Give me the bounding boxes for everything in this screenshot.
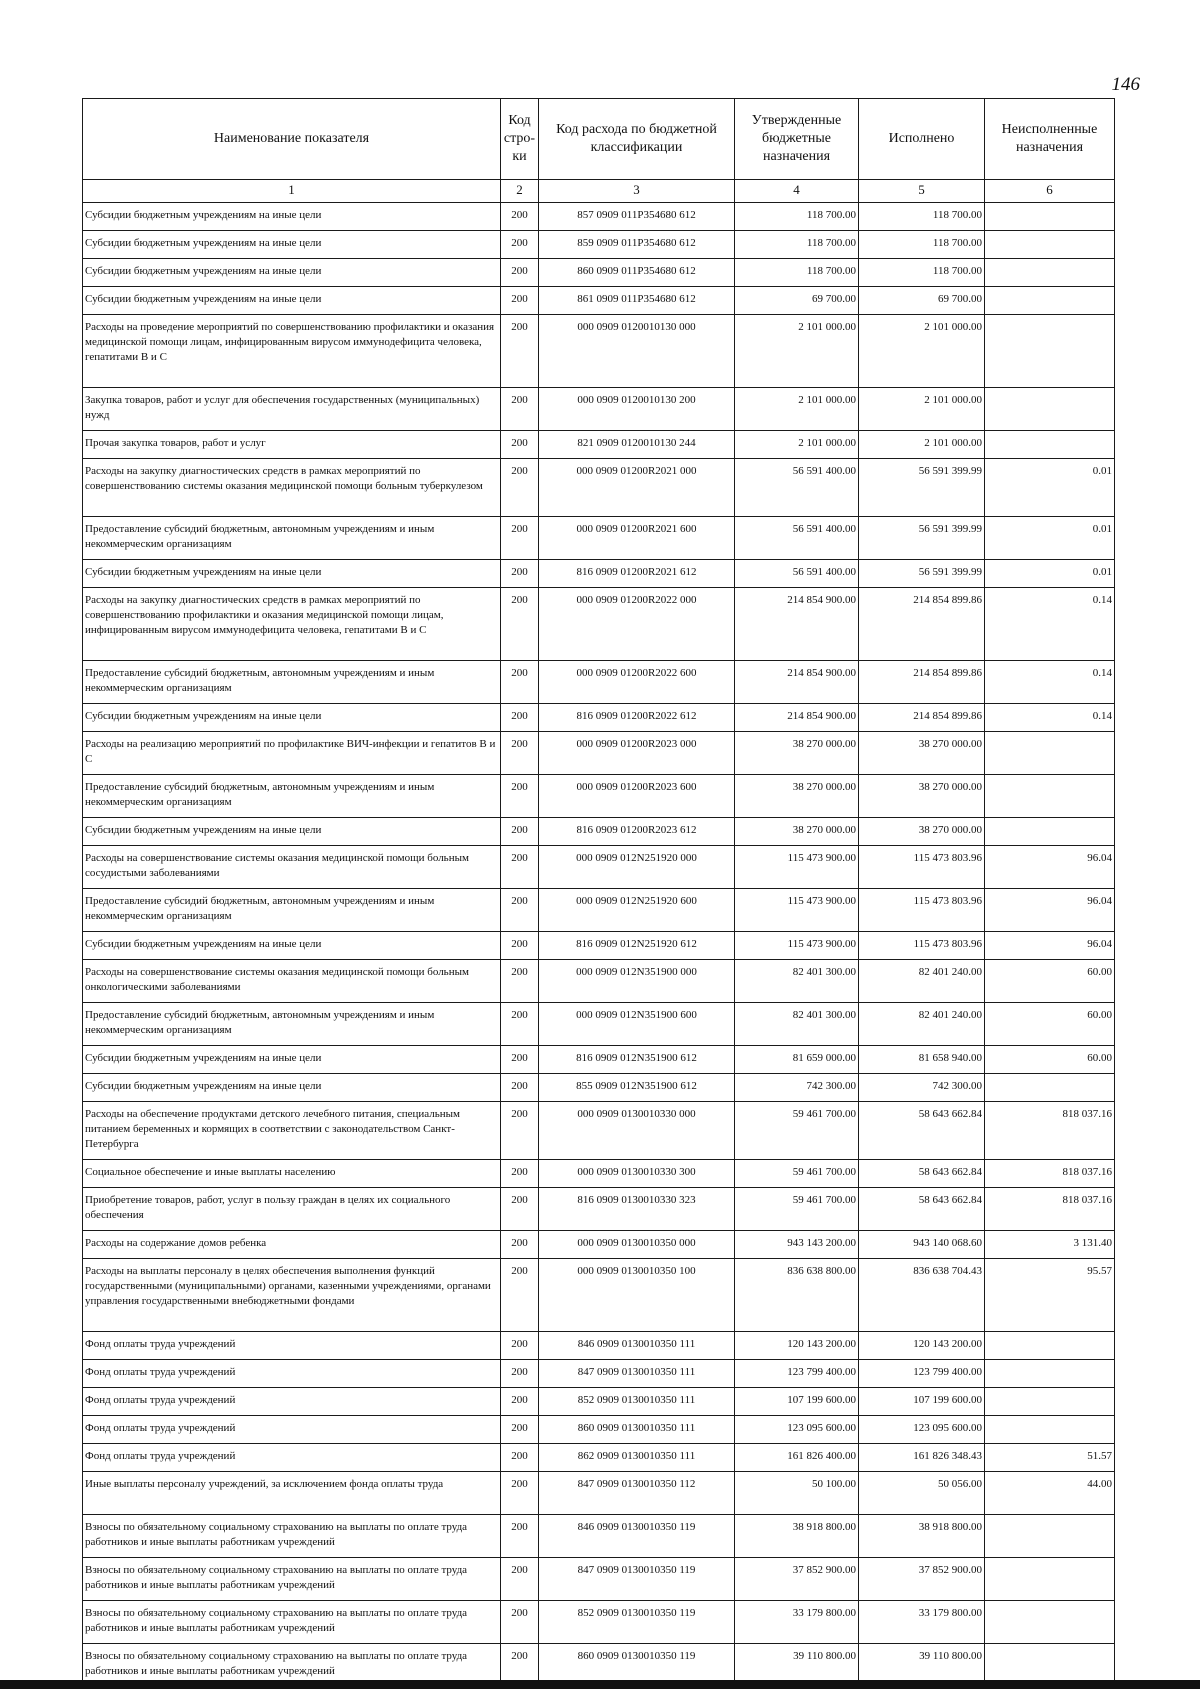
table-row — [83, 732, 1115, 775]
table-row — [83, 431, 1115, 459]
row-approved: 214 854 900.00 — [735, 588, 859, 661]
row-unexecuted: 0.01 — [985, 459, 1115, 517]
row-approved: 2 101 000.00 — [735, 388, 859, 431]
row-unexecuted: 0.14 — [985, 661, 1115, 704]
row-unexecuted: 96.04 — [985, 846, 1115, 889]
row-executed: 943 140 068.60 — [859, 1231, 985, 1259]
table-row — [83, 1046, 1115, 1074]
row-approved: 56 591 400.00 — [735, 517, 859, 560]
row-executed: 58 643 662.84 — [859, 1160, 985, 1188]
row-expense-code: 861 0909 011P354680 612 — [539, 287, 735, 315]
row-name: Предоставление субсидий бюджетным, автономным учреждениям и иным некоммерческим организациям — [83, 661, 501, 704]
row-approved: 118 700.00 — [735, 231, 859, 259]
column-number: 3 — [539, 180, 735, 203]
table-row — [83, 287, 1115, 315]
table-row — [83, 588, 1115, 661]
row-name: Субсидии бюджетным учреждениям на иные цели — [83, 203, 501, 231]
row-line-code: 200 — [501, 1444, 539, 1472]
row-unexecuted — [985, 775, 1115, 818]
row-line-code: 200 — [501, 1515, 539, 1558]
row-unexecuted — [985, 203, 1115, 231]
row-unexecuted — [985, 1074, 1115, 1102]
row-name: Фонд оплаты труда учреждений — [83, 1388, 501, 1416]
column-number: 4 — [735, 180, 859, 203]
row-approved: 59 461 700.00 — [735, 1188, 859, 1231]
table-row — [83, 560, 1115, 588]
row-name: Расходы на совершенствование системы оказания медицинской помощи больным онкологическими заболеваниями — [83, 960, 501, 1003]
row-unexecuted — [985, 287, 1115, 315]
row-expense-code: 847 0909 0130010350 111 — [539, 1360, 735, 1388]
table-row — [83, 818, 1115, 846]
row-executed: 81 658 940.00 — [859, 1046, 985, 1074]
row-expense-code: 816 0909 0130010330 323 — [539, 1188, 735, 1231]
row-expense-code: 000 0909 012N251920 600 — [539, 889, 735, 932]
table-row — [83, 661, 1115, 704]
row-line-code: 200 — [501, 846, 539, 889]
row-line-code: 200 — [501, 231, 539, 259]
table-row — [83, 388, 1115, 431]
table-row — [83, 1388, 1115, 1416]
row-approved: 56 591 400.00 — [735, 459, 859, 517]
row-approved: 2 101 000.00 — [735, 431, 859, 459]
row-line-code: 200 — [501, 1046, 539, 1074]
row-expense-code: 000 0909 01200R2023 000 — [539, 732, 735, 775]
row-line-code: 200 — [501, 388, 539, 431]
row-name: Расходы на закупку диагностических средств в рамках мероприятий по совершенствованию системы оказания медицинской помощи больным туберкулезом — [83, 459, 501, 517]
row-line-code: 200 — [501, 960, 539, 1003]
table-row — [83, 1416, 1115, 1444]
row-unexecuted: 0.14 — [985, 588, 1115, 661]
table-row — [83, 1332, 1115, 1360]
row-unexecuted — [985, 1332, 1115, 1360]
row-executed: 50 056.00 — [859, 1472, 985, 1515]
table-row — [83, 315, 1115, 388]
row-unexecuted — [985, 388, 1115, 431]
row-line-code: 200 — [501, 1003, 539, 1046]
row-approved: 123 095 600.00 — [735, 1416, 859, 1444]
table-row — [83, 203, 1115, 231]
table-row — [83, 1360, 1115, 1388]
row-expense-code: 000 0909 012N351900 600 — [539, 1003, 735, 1046]
row-name: Субсидии бюджетным учреждениям на иные цели — [83, 1046, 501, 1074]
row-executed: 82 401 240.00 — [859, 1003, 985, 1046]
row-approved: 59 461 700.00 — [735, 1160, 859, 1188]
row-line-code: 200 — [501, 1360, 539, 1388]
row-approved: 81 659 000.00 — [735, 1046, 859, 1074]
row-name: Предоставление субсидий бюджетным, автономным учреждениям и иным некоммерческим организациям — [83, 775, 501, 818]
table-row — [83, 459, 1115, 517]
row-name: Субсидии бюджетным учреждениям на иные цели — [83, 932, 501, 960]
row-expense-code: 859 0909 011P354680 612 — [539, 231, 735, 259]
row-name: Расходы на совершенствование системы оказания медицинской помощи больным сосудистыми заболеваниями — [83, 846, 501, 889]
row-expense-code: 816 0909 01200R2021 612 — [539, 560, 735, 588]
row-approved: 69 700.00 — [735, 287, 859, 315]
column-number: 2 — [501, 180, 539, 203]
row-line-code: 200 — [501, 1644, 539, 1687]
row-unexecuted — [985, 259, 1115, 287]
row-name: Приобретение товаров, работ, услуг в пользу граждан в целях их социального обеспечения — [83, 1188, 501, 1231]
row-name: Расходы на выплаты персоналу в целях обеспечения выполнения функций государственными (муниципальными) органами, казенными учреждениями, органами управления государственными внебюджетными фондами — [83, 1259, 501, 1332]
row-approved: 39 110 800.00 — [735, 1644, 859, 1687]
page-number: 146 — [1111, 74, 1140, 95]
row-approved: 115 473 900.00 — [735, 889, 859, 932]
row-executed: 118 700.00 — [859, 203, 985, 231]
row-approved: 118 700.00 — [735, 259, 859, 287]
table-body — [83, 203, 1115, 1687]
row-line-code: 200 — [501, 818, 539, 846]
row-approved: 120 143 200.00 — [735, 1332, 859, 1360]
table-row — [83, 1102, 1115, 1160]
row-executed: 38 270 000.00 — [859, 775, 985, 818]
scan-bottom-edge — [0, 1680, 1200, 1689]
row-expense-code: 860 0909 011P354680 612 — [539, 259, 735, 287]
row-executed: 38 918 800.00 — [859, 1515, 985, 1558]
row-executed: 118 700.00 — [859, 231, 985, 259]
row-name: Предоставление субсидий бюджетным, автономным учреждениям и иным некоммерческим организациям — [83, 1003, 501, 1046]
row-executed: 56 591 399.99 — [859, 459, 985, 517]
row-name: Взносы по обязательному социальному страхованию на выплаты по оплате труда работников и иные выплаты работникам учреждений — [83, 1558, 501, 1601]
row-executed: 58 643 662.84 — [859, 1102, 985, 1160]
row-unexecuted — [985, 1388, 1115, 1416]
header-approved: Утвержденные бюджетные назначения — [735, 99, 859, 180]
header-row — [83, 99, 1115, 180]
row-line-code: 200 — [501, 517, 539, 560]
row-expense-code: 860 0909 0130010350 119 — [539, 1644, 735, 1687]
row-expense-code: 000 0909 0130010350 000 — [539, 1231, 735, 1259]
row-name: Предоставление субсидий бюджетным, автономным учреждениям и иным некоммерческим организациям — [83, 889, 501, 932]
table-row — [83, 704, 1115, 732]
row-name: Взносы по обязательному социальному страхованию на выплаты по оплате труда работников и иные выплаты работникам учреждений — [83, 1515, 501, 1558]
row-approved: 742 300.00 — [735, 1074, 859, 1102]
header-unexecuted: Неисполненные назначения — [985, 99, 1115, 180]
row-name: Расходы на содержание домов ребенка — [83, 1231, 501, 1259]
row-line-code: 200 — [501, 459, 539, 517]
row-approved: 38 918 800.00 — [735, 1515, 859, 1558]
row-unexecuted — [985, 1601, 1115, 1644]
row-line-code: 200 — [501, 1472, 539, 1515]
row-line-code: 200 — [501, 932, 539, 960]
table-row — [83, 1003, 1115, 1046]
row-executed: 214 854 899.86 — [859, 661, 985, 704]
row-expense-code: 857 0909 011P354680 612 — [539, 203, 735, 231]
row-unexecuted — [985, 315, 1115, 388]
row-executed: 33 179 800.00 — [859, 1601, 985, 1644]
row-approved: 115 473 900.00 — [735, 846, 859, 889]
row-line-code: 200 — [501, 1332, 539, 1360]
row-unexecuted: 0.14 — [985, 704, 1115, 732]
table-row — [83, 1188, 1115, 1231]
row-expense-code: 862 0909 0130010350 111 — [539, 1444, 735, 1472]
row-approved: 37 852 900.00 — [735, 1558, 859, 1601]
row-name: Прочая закупка товаров, работ и услуг — [83, 431, 501, 459]
row-name: Взносы по обязательному социальному страхованию на выплаты по оплате труда работников и иные выплаты работникам учреждений — [83, 1644, 501, 1687]
row-line-code: 200 — [501, 732, 539, 775]
row-executed: 39 110 800.00 — [859, 1644, 985, 1687]
row-approved: 38 270 000.00 — [735, 818, 859, 846]
row-line-code: 200 — [501, 203, 539, 231]
budget-execution-table — [82, 98, 1115, 1687]
row-unexecuted: 60.00 — [985, 1003, 1115, 1046]
row-expense-code: 816 0909 01200R2023 612 — [539, 818, 735, 846]
row-name: Предоставление субсидий бюджетным, автономным учреждениям и иным некоммерческим организациям — [83, 517, 501, 560]
row-unexecuted: 0.01 — [985, 560, 1115, 588]
table-row — [83, 1444, 1115, 1472]
row-line-code: 200 — [501, 775, 539, 818]
row-name: Субсидии бюджетным учреждениям на иные цели — [83, 287, 501, 315]
row-executed: 115 473 803.96 — [859, 846, 985, 889]
row-line-code: 200 — [501, 1231, 539, 1259]
row-name: Расходы на проведение мероприятий по совершенствованию профилактики и оказания медицинской помощи лицам, инфицированным вирусом иммунодефицита человека, гепатитами В и С — [83, 315, 501, 388]
row-executed: 115 473 803.96 — [859, 932, 985, 960]
row-expense-code: 816 0909 012N251920 612 — [539, 932, 735, 960]
row-executed: 69 700.00 — [859, 287, 985, 315]
row-expense-code: 000 0909 0120010130 200 — [539, 388, 735, 431]
table-row — [83, 889, 1115, 932]
row-unexecuted — [985, 231, 1115, 259]
row-name: Расходы на закупку диагностических средств в рамках мероприятий по совершенствованию профилактики и оказания медицинской помощи лицам, инфицированным вирусом иммунодефицита человека, гепатитами В и С — [83, 588, 501, 661]
row-line-code: 200 — [501, 1074, 539, 1102]
row-executed: 2 101 000.00 — [859, 315, 985, 388]
row-line-code: 200 — [501, 889, 539, 932]
row-line-code: 200 — [501, 1601, 539, 1644]
row-approved: 123 799 400.00 — [735, 1360, 859, 1388]
row-name: Взносы по обязательному социальному страхованию на выплаты по оплате труда работников и иные выплаты работникам учреждений — [83, 1601, 501, 1644]
row-approved: 82 401 300.00 — [735, 1003, 859, 1046]
row-expense-code: 847 0909 0130010350 112 — [539, 1472, 735, 1515]
row-unexecuted: 60.00 — [985, 960, 1115, 1003]
row-line-code: 200 — [501, 287, 539, 315]
row-line-code: 200 — [501, 704, 539, 732]
table-row — [83, 846, 1115, 889]
row-line-code: 200 — [501, 315, 539, 388]
row-name: Субсидии бюджетным учреждениям на иные цели — [83, 560, 501, 588]
table-row — [83, 1472, 1115, 1515]
table-row — [83, 517, 1115, 560]
row-expense-code: 816 0909 01200R2022 612 — [539, 704, 735, 732]
row-line-code: 200 — [501, 588, 539, 661]
row-executed: 2 101 000.00 — [859, 388, 985, 431]
row-approved: 214 854 900.00 — [735, 661, 859, 704]
row-name: Фонд оплаты труда учреждений — [83, 1332, 501, 1360]
row-unexecuted — [985, 818, 1115, 846]
row-expense-code: 000 0909 01200R2021 600 — [539, 517, 735, 560]
row-unexecuted — [985, 1360, 1115, 1388]
row-executed: 56 591 399.99 — [859, 560, 985, 588]
row-approved: 59 461 700.00 — [735, 1102, 859, 1160]
row-unexecuted: 60.00 — [985, 1046, 1115, 1074]
row-approved: 82 401 300.00 — [735, 960, 859, 1003]
row-executed: 123 799 400.00 — [859, 1360, 985, 1388]
row-line-code: 200 — [501, 1102, 539, 1160]
row-line-code: 200 — [501, 1160, 539, 1188]
row-expense-code: 000 0909 01200R2023 600 — [539, 775, 735, 818]
row-line-code: 200 — [501, 560, 539, 588]
row-approved: 118 700.00 — [735, 203, 859, 231]
row-name: Иные выплаты персоналу учреждений, за исключением фонда оплаты труда — [83, 1472, 501, 1515]
row-approved: 115 473 900.00 — [735, 932, 859, 960]
table-row — [83, 1259, 1115, 1332]
row-executed: 82 401 240.00 — [859, 960, 985, 1003]
row-executed: 58 643 662.84 — [859, 1188, 985, 1231]
row-unexecuted: 96.04 — [985, 932, 1115, 960]
column-number: 5 — [859, 180, 985, 203]
row-line-code: 200 — [501, 431, 539, 459]
table-row — [83, 1074, 1115, 1102]
row-line-code: 200 — [501, 1388, 539, 1416]
header-line-code: Код стро-ки — [501, 99, 539, 180]
row-name: Субсидии бюджетным учреждениям на иные цели — [83, 1074, 501, 1102]
row-unexecuted — [985, 732, 1115, 775]
row-expense-code: 000 0909 012N351900 000 — [539, 960, 735, 1003]
row-executed: 115 473 803.96 — [859, 889, 985, 932]
row-approved: 33 179 800.00 — [735, 1601, 859, 1644]
table-row — [83, 231, 1115, 259]
row-executed: 107 199 600.00 — [859, 1388, 985, 1416]
row-name: Субсидии бюджетным учреждениям на иные цели — [83, 818, 501, 846]
row-unexecuted: 818 037.16 — [985, 1188, 1115, 1231]
row-name: Субсидии бюджетным учреждениям на иные цели — [83, 259, 501, 287]
row-line-code: 200 — [501, 1259, 539, 1332]
row-unexecuted: 95.57 — [985, 1259, 1115, 1332]
row-expense-code: 000 0909 0130010350 100 — [539, 1259, 735, 1332]
row-unexecuted — [985, 1515, 1115, 1558]
row-expense-code: 000 0909 0130010330 300 — [539, 1160, 735, 1188]
row-expense-code: 000 0909 01200R2022 000 — [539, 588, 735, 661]
row-unexecuted: 3 131.40 — [985, 1231, 1115, 1259]
table-row — [83, 1558, 1115, 1601]
row-unexecuted: 44.00 — [985, 1472, 1115, 1515]
row-approved: 56 591 400.00 — [735, 560, 859, 588]
table-row — [83, 775, 1115, 818]
row-name: Расходы на обеспечение продуктами детского лечебного питания, специальным питанием беременных и кормящих в соответствии с законодательством Санкт-Петербурга — [83, 1102, 501, 1160]
row-expense-code: 847 0909 0130010350 119 — [539, 1558, 735, 1601]
row-executed: 118 700.00 — [859, 259, 985, 287]
row-expense-code: 000 0909 012N251920 000 — [539, 846, 735, 889]
row-name: Фонд оплаты труда учреждений — [83, 1360, 501, 1388]
row-name: Расходы на реализацию мероприятий по профилактике ВИЧ-инфекции и гепатитов В и С — [83, 732, 501, 775]
header-name: Наименование показателя — [83, 99, 501, 180]
table-row — [83, 1160, 1115, 1188]
row-expense-code: 000 0909 01200R2022 600 — [539, 661, 735, 704]
row-approved: 2 101 000.00 — [735, 315, 859, 388]
row-executed: 214 854 899.86 — [859, 704, 985, 732]
row-name: Субсидии бюджетным учреждениям на иные цели — [83, 704, 501, 732]
column-number: 6 — [985, 180, 1115, 203]
header-executed: Исполнено — [859, 99, 985, 180]
row-expense-code: 860 0909 0130010350 111 — [539, 1416, 735, 1444]
row-name: Закупка товаров, работ и услуг для обеспечения государственных (муниципальных) нужд — [83, 388, 501, 431]
row-unexecuted: 818 037.16 — [985, 1160, 1115, 1188]
row-executed: 37 852 900.00 — [859, 1558, 985, 1601]
column-numbers-row — [83, 180, 1115, 203]
row-approved: 107 199 600.00 — [735, 1388, 859, 1416]
row-unexecuted — [985, 1416, 1115, 1444]
row-unexecuted — [985, 431, 1115, 459]
row-expense-code: 855 0909 012N351900 612 — [539, 1074, 735, 1102]
row-executed: 214 854 899.86 — [859, 588, 985, 661]
row-executed: 56 591 399.99 — [859, 517, 985, 560]
header-expense-code: Код расхода по бюджетной классификации — [539, 99, 735, 180]
table-row — [83, 1601, 1115, 1644]
row-approved: 943 143 200.00 — [735, 1231, 859, 1259]
row-unexecuted: 51.57 — [985, 1444, 1115, 1472]
row-line-code: 200 — [501, 259, 539, 287]
row-executed: 120 143 200.00 — [859, 1332, 985, 1360]
row-expense-code: 000 0909 0130010330 000 — [539, 1102, 735, 1160]
row-expense-code: 816 0909 012N351900 612 — [539, 1046, 735, 1074]
row-expense-code: 846 0909 0130010350 119 — [539, 1515, 735, 1558]
table-row — [83, 960, 1115, 1003]
row-name: Фонд оплаты труда учреждений — [83, 1444, 501, 1472]
row-approved: 50 100.00 — [735, 1472, 859, 1515]
row-line-code: 200 — [501, 1558, 539, 1601]
row-executed: 161 826 348.43 — [859, 1444, 985, 1472]
row-approved: 161 826 400.00 — [735, 1444, 859, 1472]
row-expense-code: 821 0909 0120010130 244 — [539, 431, 735, 459]
table-row — [83, 1515, 1115, 1558]
row-executed: 38 270 000.00 — [859, 818, 985, 846]
row-executed: 123 095 600.00 — [859, 1416, 985, 1444]
row-executed: 836 638 704.43 — [859, 1259, 985, 1332]
row-name: Фонд оплаты труда учреждений — [83, 1416, 501, 1444]
row-line-code: 200 — [501, 1416, 539, 1444]
row-executed: 2 101 000.00 — [859, 431, 985, 459]
row-name: Субсидии бюджетным учреждениям на иные цели — [83, 231, 501, 259]
table-row — [83, 1231, 1115, 1259]
row-expense-code: 000 0909 0120010130 000 — [539, 315, 735, 388]
row-approved: 836 638 800.00 — [735, 1259, 859, 1332]
row-unexecuted: 96.04 — [985, 889, 1115, 932]
row-name: Социальное обеспечение и иные выплаты населению — [83, 1160, 501, 1188]
row-line-code: 200 — [501, 1188, 539, 1231]
table-row — [83, 259, 1115, 287]
row-approved: 38 270 000.00 — [735, 732, 859, 775]
row-executed: 38 270 000.00 — [859, 732, 985, 775]
row-expense-code: 852 0909 0130010350 111 — [539, 1388, 735, 1416]
column-number: 1 — [83, 180, 501, 203]
row-unexecuted: 818 037.16 — [985, 1102, 1115, 1160]
row-approved: 38 270 000.00 — [735, 775, 859, 818]
row-expense-code: 846 0909 0130010350 111 — [539, 1332, 735, 1360]
row-executed: 742 300.00 — [859, 1074, 985, 1102]
row-expense-code: 000 0909 01200R2021 000 — [539, 459, 735, 517]
row-approved: 214 854 900.00 — [735, 704, 859, 732]
row-line-code: 200 — [501, 661, 539, 704]
row-unexecuted — [985, 1558, 1115, 1601]
row-unexecuted: 0.01 — [985, 517, 1115, 560]
row-expense-code: 852 0909 0130010350 119 — [539, 1601, 735, 1644]
table-row — [83, 932, 1115, 960]
